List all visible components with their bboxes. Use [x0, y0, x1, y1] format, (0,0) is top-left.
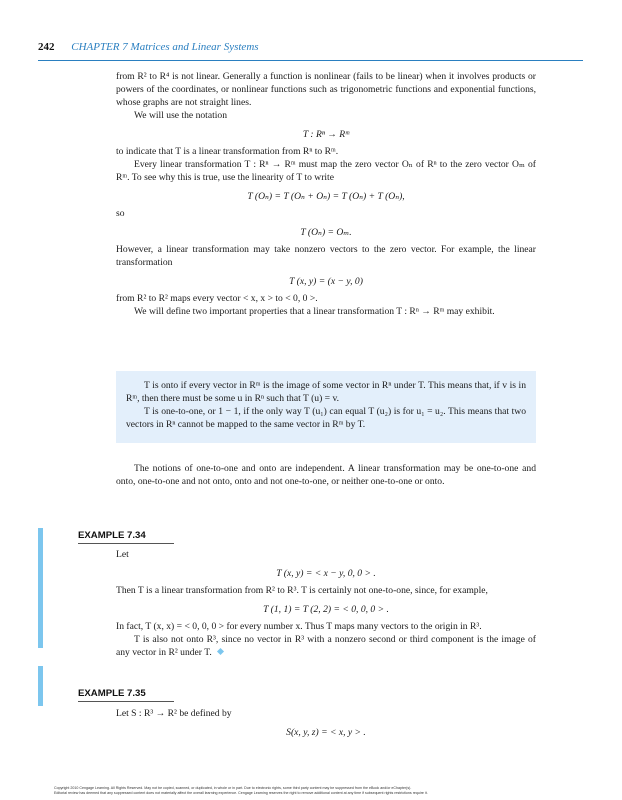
example-735-title: EXAMPLE 7.35	[78, 688, 146, 699]
header-divider	[38, 60, 583, 61]
example-734-text-3	[116, 633, 536, 659]
copyright-footer	[54, 786, 574, 796]
example-735-equation: S(x, y, z) = < x, y > .	[286, 727, 366, 738]
paragraph-two-properties: We will define two important properties that a linear transformation T : Rⁿ → Rᵐ may exhibit.	[134, 306, 495, 317]
paragraph-maps-vector: from R² to R² maps every vector < x, x > to < 0, 0 >.	[116, 293, 318, 304]
running-header	[38, 41, 259, 53]
example-735-rule	[78, 701, 174, 702]
paragraph-notation-meaning: to indicate that T is a linear transformation from Rⁿ to Rᵐ.	[116, 146, 339, 157]
definition-onto: T is onto if every vector in Rᵐ is the image of some vector in Rⁿ under T. This means that, if v is in Rᵐ, then there must be some u in Rⁿ such that T (u) = v.	[126, 380, 526, 404]
equation-zero-result: T (Oₙ) = Oₘ.	[300, 227, 352, 238]
example-734-text-1: Then T is a linear transformation from R² to R³. T is certainly not one-to-one, since, for example,	[116, 585, 488, 596]
definition-one-to-one: T is one-to-one, or 1 − 1, if the only way T (u₁) can equal T (u₂) is for u₁ = u₂. This means that two vectors in Rⁿ cannot be mapped to the same vector in Rᵐ by T.	[126, 406, 526, 430]
footer-line-2: Editorial review has deemed that any suppressed content does not materially affect the overall learning experience. Cengage Learning reserves the right to remove additional content at any time if subsequent rights restrictions require it.	[54, 791, 428, 795]
example-734-equation-2: T (1, 1) = T (2, 2) = < 0, 0, 0 > .	[263, 604, 389, 615]
footer-line-1: Copyright 2010 Cengage Learning. All Rights Reserved. May not be copied, scanned, or duplicated, in whole or in part. Due to electronic rights, some third party content may be suppressed from the eBook and/or eChapter(s).	[54, 786, 412, 790]
main-text	[116, 70, 536, 318]
paragraph-nonzero-to-zero: However, a linear transformation may take nonzero vectors to the zero vector. For example, the linear transformation	[116, 244, 536, 268]
word-so: so	[116, 208, 125, 219]
example-735-body	[116, 707, 536, 743]
equation-notation: T : Rⁿ → Rᵐ	[302, 129, 350, 140]
paragraph-notation-intro: We will use the notation	[134, 110, 228, 121]
example-734-text-3-content: T is also not onto R³, since no vector in R³ with a nonzero second or third component is the image of any vector in R² under T.	[116, 634, 536, 658]
paragraph-independence: The notions of one-to-one and onto are independent. A linear transformation may be one-to-one and onto, one-to-one and not onto, onto and not one-to-one, or neither one-to-one or onto.	[116, 463, 536, 487]
example-734-rule	[78, 543, 174, 544]
example-734-title: EXAMPLE 7.34	[78, 530, 146, 541]
example-sidebar-bar-2	[38, 666, 43, 706]
page-number: 242	[38, 41, 55, 53]
example-734-body	[116, 548, 536, 659]
chapter-title: CHAPTER 7 Matrices and Linear Systems	[71, 41, 259, 53]
paragraph-nonlinear: from R² to R⁴ is not linear. Generally a function is nonlinear (fails to be linear) when it involves products or powers of the coordinates, or nonlinear functions such as trigonometric functions and exponential functions, whose graphs are not straight lines.	[116, 71, 536, 108]
equation-example-transform: T (x, y) = (x − y, 0)	[289, 276, 363, 287]
example-734-equation-1: T (x, y) = < x − y, 0, 0 > .	[276, 568, 376, 579]
definition-box	[116, 371, 536, 443]
equation-zero-linearity: T (Oₙ) = T (Oₙ + Oₙ) = T (Oₙ) + T (Oₙ),	[247, 191, 405, 202]
paragraph-zero-vector: Every linear transformation T : Rⁿ → Rᵐ must map the zero vector Oₙ of Rⁿ to the zero vector Oₘ of Rᵐ. To see why this is true, use the linearity of T to write	[116, 159, 536, 183]
example-734-let: Let	[116, 549, 129, 560]
notions-paragraph	[116, 462, 536, 488]
example-734-text-2: In fact, T (x, x) = < 0, 0, 0 > for every number x. Thus T maps many vectors to the origin in R³.	[116, 621, 482, 632]
example-sidebar-bar	[38, 528, 43, 648]
example-735-let: Let S : R³ → R² be defined by	[116, 708, 232, 719]
end-of-example-diamond-icon	[217, 648, 224, 655]
